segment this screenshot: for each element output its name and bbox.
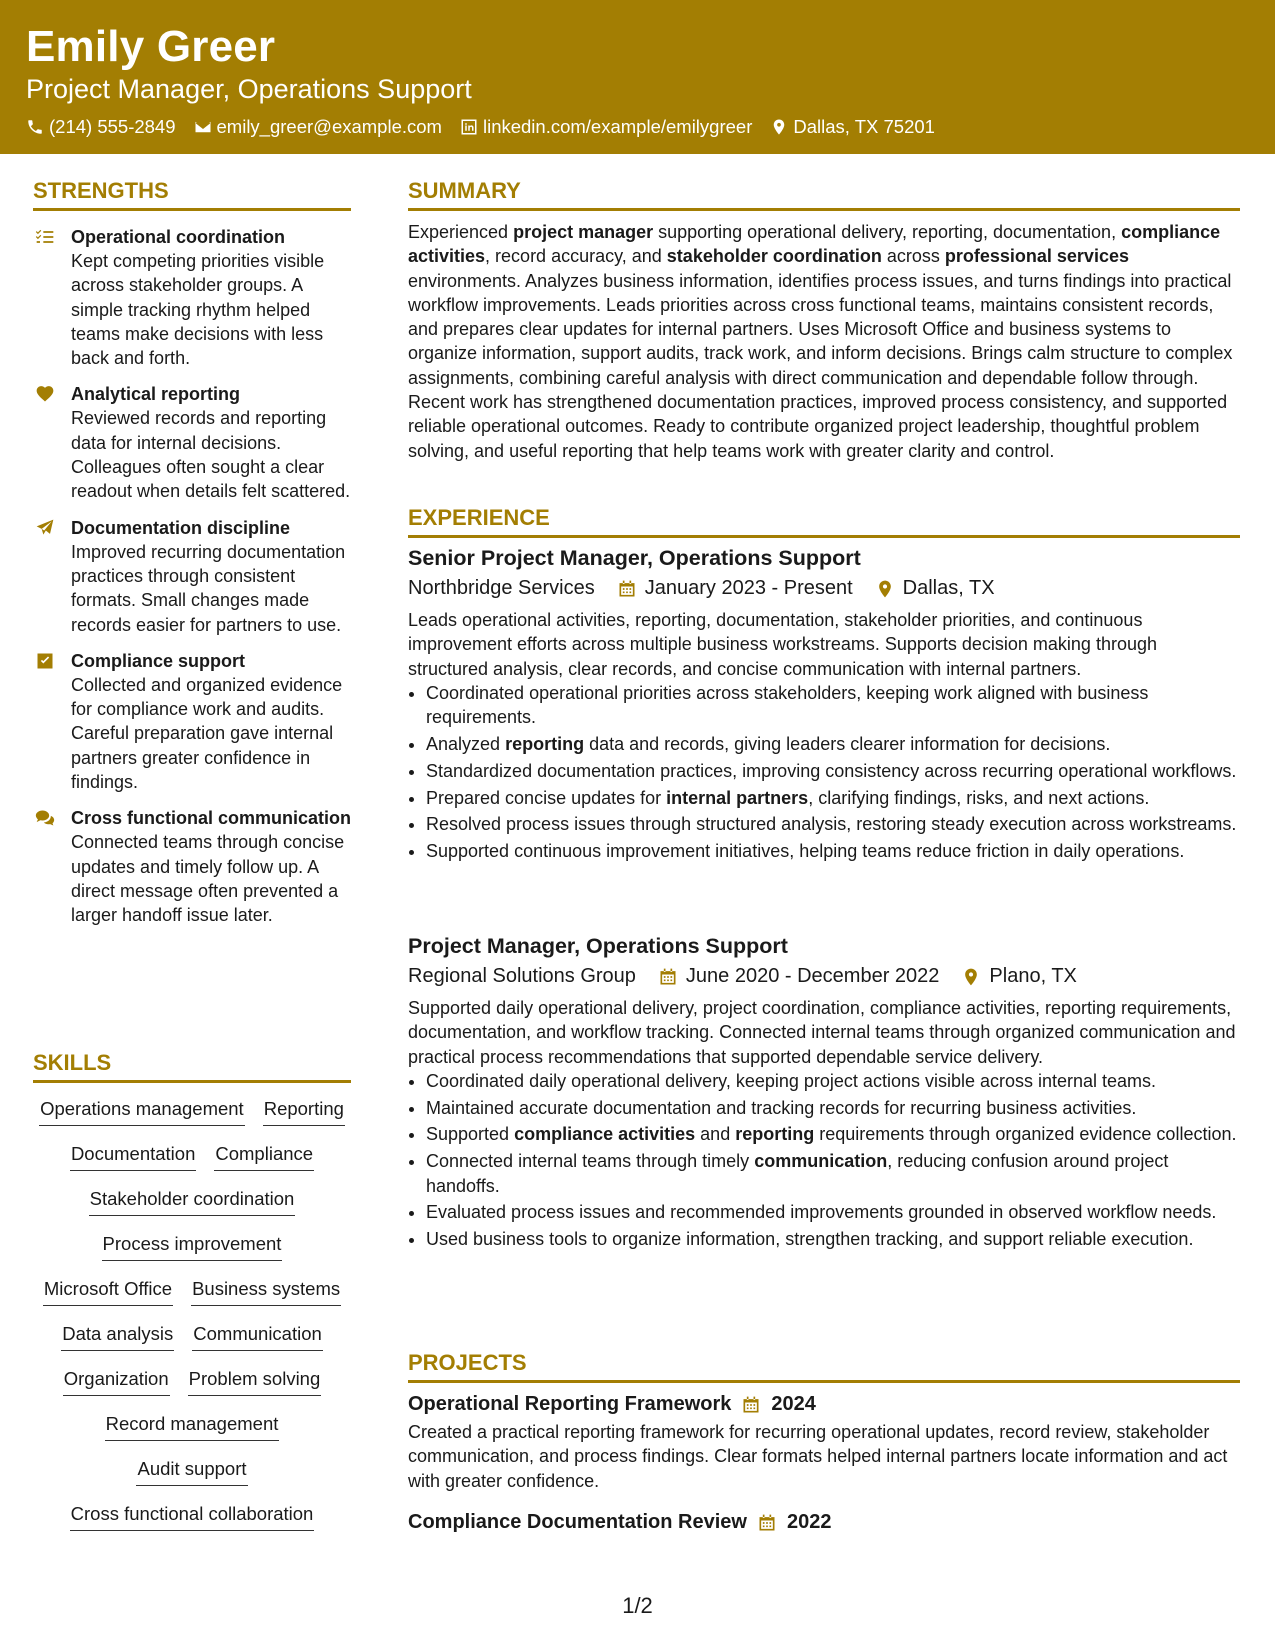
skill-tag: Compliance bbox=[214, 1142, 314, 1171]
calendar-icon bbox=[757, 1513, 777, 1533]
chat-bubbles-icon bbox=[35, 808, 55, 828]
strength-item bbox=[33, 806, 351, 927]
projects-heading: PROJECTS bbox=[408, 1350, 1240, 1383]
emphasis-text: internal partners bbox=[666, 787, 809, 808]
job-description: Supported daily operational delivery, project coordination, compliance activities, reporting requirements, documentation, and workflow tracking. Connected internal teams through organized communication and practical process recommendations that supported dependable service delivery. bbox=[408, 998, 1236, 1067]
job-entry bbox=[408, 934, 1240, 1254]
resume-header bbox=[0, 0, 1275, 154]
calendar-icon bbox=[741, 1395, 761, 1415]
job-title: Project Manager, Operations Support bbox=[408, 934, 788, 958]
job-dates: June 2020 - December 2022 bbox=[685, 965, 940, 987]
calendar-icon bbox=[658, 967, 678, 987]
job-bullets bbox=[408, 681, 1240, 864]
project-entry bbox=[408, 1511, 1240, 1534]
email-text: emily_greer@example.com bbox=[216, 116, 442, 137]
skill-tag: Operations management bbox=[39, 1097, 245, 1126]
emphasis-text: project manager bbox=[513, 222, 654, 242]
strength-item bbox=[33, 225, 351, 370]
company-name: Northbridge Services bbox=[408, 577, 595, 599]
job-location: Plano, TX bbox=[989, 965, 1077, 987]
strength-description: Kept competing priorities visible across stakeholder groups. A simple tracking rhythm helped teams make decisions with less back and forth. bbox=[71, 251, 325, 369]
list-check-icon bbox=[35, 227, 55, 247]
skills-heading: SKILLS bbox=[33, 1050, 351, 1083]
skill-row bbox=[33, 1232, 351, 1277]
bullet-item: • Connected internal teams through timely communication, reducing confusion around project handoffs. bbox=[426, 1149, 1240, 1198]
job-location: Dallas, TX bbox=[902, 577, 995, 599]
strengths-heading: STRENGTHS bbox=[33, 178, 351, 211]
bullet-item: • Evaluated process issues and recommended improvements grounded in observed workflow needs. bbox=[426, 1200, 1240, 1224]
emphasis-text: stakeholder coordination bbox=[666, 246, 882, 267]
linkedin-icon bbox=[460, 118, 478, 136]
strength-item bbox=[33, 649, 351, 794]
location-pin-icon bbox=[875, 579, 895, 599]
bullet-item: • Coordinated operational priorities across stakeholders, keeping work aligned with business requirements. bbox=[426, 681, 1240, 730]
company-name: Regional Solutions Group bbox=[408, 965, 636, 987]
contact-email[interactable] bbox=[194, 116, 442, 138]
page-number: 1/2 bbox=[622, 1593, 653, 1618]
skill-tag: Cross functional collaboration bbox=[70, 1502, 315, 1531]
skill-tag: Problem solving bbox=[188, 1367, 322, 1396]
skill-tag: Process improvement bbox=[102, 1232, 283, 1261]
skill-row bbox=[33, 1457, 351, 1502]
job-dates: January 2023 - Present bbox=[644, 577, 853, 599]
job-meta bbox=[408, 965, 1240, 988]
bullet-item: • Supported continuous improvement initiatives, helping teams reduce friction in daily operations. bbox=[426, 839, 1240, 863]
strength-title: Documentation discipline bbox=[71, 517, 291, 538]
bullet-item: • Supported compliance activities and reporting requirements through organized evidence collection. bbox=[426, 1122, 1240, 1146]
calendar-icon bbox=[617, 579, 637, 599]
location-pin-icon bbox=[770, 118, 788, 136]
skill-tag: Record management bbox=[105, 1412, 280, 1441]
bullet-item: • Standardized documentation practices, improving consistency across recurring operational workflows. bbox=[426, 759, 1240, 783]
experience-heading: EXPERIENCE bbox=[408, 505, 1240, 538]
contact-location bbox=[770, 116, 935, 138]
envelope-icon bbox=[194, 118, 212, 136]
summary-text: Experienced project manager supporting operational delivery, reporting, documentation, compliance activities, record accuracy, and stakeholder coordination across professional services environments. Analyzes business information, identifies process issues, and turns findings into practical workflow improvements. Leads priorities across cross functional teams, maintains consistent records, and prepares clear updates for internal partners. Uses Microsoft Office and business systems to organize information, support audits, track work, and inform decisions. Brings calm structure to complex assignments, combining careful analysis with direct communication and dependable follow through. Recent work has strengthened documentation practices, improved process consistency, and supported reliable operational outcomes. Ready to contribute organized project leadership, thoughtful problem solving, and useful reporting that help teams work with greater clarity and control. bbox=[408, 222, 1233, 461]
skill-row bbox=[33, 1412, 351, 1457]
project-year: 2024 bbox=[771, 1393, 816, 1415]
skill-tag: Microsoft Office bbox=[43, 1277, 173, 1306]
project-title: Operational Reporting Framework bbox=[408, 1393, 732, 1415]
strength-item bbox=[33, 516, 351, 637]
strength-description: Improved recurring documentation practices through consistent formats. Small changes made records easier for partners to use. bbox=[71, 541, 346, 635]
project-entry bbox=[408, 1393, 1240, 1493]
emphasis-text: professional services bbox=[944, 246, 1129, 267]
job-bullets bbox=[408, 1069, 1240, 1252]
bullet-item: • Analyzed reporting data and records, giving leaders clearer information for decisions. bbox=[426, 732, 1240, 756]
project-title: Compliance Documentation Review bbox=[408, 1511, 747, 1533]
strength-title: Analytical reporting bbox=[71, 384, 241, 405]
job-title: Senior Project Manager, Operations Support bbox=[408, 546, 861, 570]
emphasis-text: reporting bbox=[505, 733, 585, 754]
skill-row bbox=[33, 1142, 351, 1187]
skill-tag: Audit support bbox=[136, 1457, 247, 1486]
strength-description: Connected teams through concise updates and timely follow up. A direct message often prevented a larger handoff issue later. bbox=[71, 832, 345, 926]
emphasis-text: reporting bbox=[735, 1124, 815, 1145]
project-year: 2022 bbox=[786, 1511, 832, 1533]
skill-row bbox=[33, 1097, 351, 1142]
checkbox-icon bbox=[35, 651, 55, 671]
skill-tag: Data analysis bbox=[61, 1322, 174, 1351]
job-description: Leads operational activities, reporting, documentation, stakeholder priorities, and continuous improvement efforts across multiple business workstreams. Supports decision making through structured analysis, clear records, and concise communication with internal partners. bbox=[408, 610, 1157, 679]
contact-bar bbox=[26, 116, 935, 138]
bullet-item: • Prepared concise updates for internal partners, clarifying findings, risks, and next actions. bbox=[426, 786, 1240, 810]
skill-row bbox=[33, 1277, 351, 1322]
bullet-item: • Coordinated daily operational delivery, keeping project actions visible across internal teams. bbox=[426, 1069, 1240, 1093]
emphasis-text: compliance activities bbox=[514, 1124, 696, 1145]
summary-heading: SUMMARY bbox=[408, 178, 1240, 211]
skill-tag: Business systems bbox=[191, 1277, 341, 1306]
location-pin-icon bbox=[961, 967, 981, 987]
skill-row bbox=[33, 1367, 351, 1412]
strength-title: Cross functional communication bbox=[71, 808, 352, 829]
strengths-list bbox=[33, 225, 351, 940]
strength-title: Operational coordination bbox=[71, 227, 286, 247]
job-meta bbox=[408, 577, 1240, 600]
skill-row bbox=[33, 1502, 351, 1547]
strength-description: Reviewed records and reporting data for internal decisions. Colleagues often sought a clear readout when details felt scattered. bbox=[71, 408, 351, 502]
skills-list bbox=[33, 1097, 351, 1547]
project-description: Created a practical reporting framework for recurring operational updates, record review, stakeholder communication, and process findings. Clear formats helped internal partners locate information and act with greater confidence. bbox=[408, 1422, 1228, 1491]
job-entry bbox=[408, 546, 1240, 866]
project-header bbox=[408, 1393, 1240, 1416]
emphasis-text: communication bbox=[754, 1151, 888, 1172]
contact-phone bbox=[26, 116, 176, 138]
contact-linkedin[interactable] bbox=[460, 116, 752, 138]
phone-icon bbox=[26, 118, 44, 136]
skill-tag: Documentation bbox=[70, 1142, 196, 1171]
skill-row bbox=[33, 1322, 351, 1367]
location-text: Dallas, TX 75201 bbox=[793, 116, 935, 137]
bullet-item: • Used business tools to organize information, strengthen tracking, and support reliable execution. bbox=[426, 1227, 1240, 1251]
project-header bbox=[408, 1511, 1240, 1534]
strength-item bbox=[33, 382, 351, 503]
skill-tag: Stakeholder coordination bbox=[89, 1187, 296, 1216]
strength-description: Collected and organized evidence for compliance work and audits. Careful preparation gave internal partners greater confidence in findings. bbox=[71, 674, 343, 793]
strength-title: Compliance support bbox=[71, 650, 246, 671]
emphasis-text: compliance activities bbox=[408, 222, 1221, 267]
linkedin-text: linkedin.com/example/emilygreer bbox=[482, 116, 753, 137]
skill-tag: Reporting bbox=[263, 1097, 345, 1126]
paper-plane-icon bbox=[35, 518, 55, 538]
candidate-name: Emily Greer bbox=[26, 22, 276, 71]
phone-text: (214) 555-2849 bbox=[49, 116, 176, 137]
skill-tag: Communication bbox=[192, 1322, 323, 1351]
bullet-item: • Resolved process issues through structured analysis, restoring steady execution across workstreams. bbox=[426, 812, 1240, 836]
candidate-title: Project Manager, Operations Support bbox=[26, 74, 472, 104]
heart-icon bbox=[35, 384, 55, 404]
bullet-item: • Maintained accurate documentation and tracking records for recurring business activities. bbox=[426, 1096, 1240, 1120]
skill-tag: Organization bbox=[63, 1367, 170, 1396]
skill-row bbox=[33, 1187, 351, 1232]
